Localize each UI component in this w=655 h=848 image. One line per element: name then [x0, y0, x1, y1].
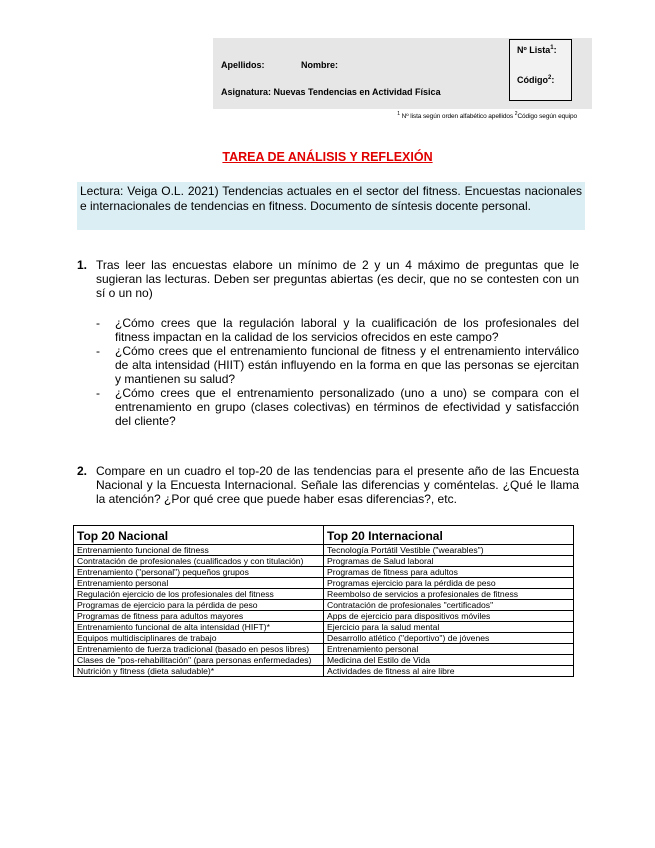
question-1-number: 1. — [77, 258, 88, 272]
question-2-text: Compare en un cuadro el top-20 de las tendencias para el presente año de las Encuesta Nacional y la Encuesta Internacional. Señale las diferencias y coméntelas. ¿Qué le llama la atención? ¿Por qué cree que puede haber esas diferencias?, etc. — [96, 464, 579, 506]
page-title: TAREA DE ANÁLISIS Y REFLEXIÓN — [222, 150, 433, 164]
cell-nacional: Contratación de profesionales (cualificados y con titulación) — [74, 556, 324, 567]
cell-internacional: Medicina del Estilo de Vida — [324, 655, 574, 666]
cell-internacional: Entrenamiento personal — [324, 644, 574, 655]
cell-nacional: Regulación ejercicio de los profesionales del fitness — [74, 589, 324, 600]
table-row — [74, 644, 574, 655]
header-nacional: Top 20 Nacional — [74, 526, 324, 545]
cell-internacional: Contratación de profesionales "certificados" — [324, 600, 574, 611]
lista-label: Nº Lista$^1$: — [517, 45, 557, 55]
table-header-row — [74, 526, 574, 545]
table-row — [74, 589, 574, 600]
cell-internacional: Actividades de fitness al aire libre — [324, 666, 574, 677]
cell-nacional: Equipos multidisciplinares de trabajo — [74, 633, 324, 644]
cell-nacional: Clases de "pos-rehabilitación" (para personas enfermedades) — [74, 655, 324, 666]
id-box — [509, 39, 572, 101]
cell-nacional: Entrenamiento funcional de alta intensidad (HIFT)* — [74, 622, 324, 633]
cell-nacional: Entrenamiento personal — [74, 578, 324, 589]
apellidos-label: Apellidos: — [221, 60, 265, 70]
question-2 — [77, 464, 579, 506]
question-1 — [77, 258, 579, 300]
cell-nacional: Entrenamiento funcional de fitness — [74, 545, 324, 556]
cell-internacional: Reembolso de servicios a profesionales de fitness — [324, 589, 574, 600]
header-footnote: $^1$ Nº lista según orden alfabético apellidos $^2$Código según equipo — [397, 111, 577, 121]
list-item: - ¿Cómo crees que el entrenamiento personalizado (uno a uno) se compara con el entrenamiento en grupo (clases colectivas) en términos de efectividad y satisfacción del cliente? — [96, 386, 579, 428]
table-row — [74, 556, 574, 567]
cell-nacional: Programas de ejercicio para la pérdida de peso — [74, 600, 324, 611]
header-internacional: Top 20 Internacional — [324, 526, 574, 545]
cell-internacional: Programas de Salud laboral — [324, 556, 574, 567]
table-row — [74, 611, 574, 622]
cell-internacional: Apps de ejercicio para dispositivos móviles — [324, 611, 574, 622]
list-item: - ¿Cómo crees que la regulación laboral y la cualificación de los profesionales del fitness impactan en la calidad de los servicios ofrecidos en este campo? — [96, 316, 579, 344]
cell-nacional: Programas de fitness para adultos mayores — [74, 611, 324, 622]
table-row — [74, 622, 574, 633]
table-row — [74, 600, 574, 611]
cell-internacional: Desarrollo atlético ("deportivo") de jóvenes — [324, 633, 574, 644]
cell-nacional: Entrenamiento ("personal") pequeños grupos — [74, 567, 324, 578]
reading-reference: Lectura: Veiga O.L. 2021) Tendencias actuales en el sector del fitness. Encuestas nacionales e internacionales de tendencias en fitness. Documento de síntesis docente personal. — [77, 182, 585, 230]
table-row — [74, 567, 574, 578]
cell-internacional: Ejercicio para la salud mental — [324, 622, 574, 633]
cell-nacional: Nutrición y fitness (dieta saludable)* — [74, 666, 324, 677]
table-row — [74, 655, 574, 666]
question-1-text: Tras leer las encuestas elabore un mínimo de 2 y un 4 máximo de preguntas que le sugieran las lecturas. Deben ser preguntas abiertas (es decir, que no se contesten con un sí o un no) — [96, 258, 579, 300]
question-2-number: 2. — [77, 464, 88, 478]
asignatura-label: Asignatura: Nuevas Tendencias en Actividad Física — [221, 87, 441, 97]
question-1-bullets — [96, 316, 579, 428]
table-row — [74, 578, 574, 589]
cell-nacional: Entrenamiento de fuerza tradicional (basado en pesos libres) — [74, 644, 324, 655]
cell-internacional: Tecnología Portátil Vestible ("wearables") — [324, 545, 574, 556]
table-row — [74, 633, 574, 644]
list-item: - ¿Cómo crees que el entrenamiento funcional de fitness y el entrenamiento interválico de alta intensidad (HIIT) están influyendo en la forma en que las personas se ejercitan y mantienen su salud? — [96, 344, 579, 386]
trends-comparison-table — [73, 525, 574, 677]
nombre-label: Nombre: — [301, 60, 339, 70]
table-row — [74, 666, 574, 677]
cell-internacional: Programas ejercicio para la pérdida de peso — [324, 578, 574, 589]
codigo-label: Código$^2$: — [517, 75, 555, 85]
table-row — [74, 545, 574, 556]
cell-internacional: Programas de fitness para adultos — [324, 567, 574, 578]
